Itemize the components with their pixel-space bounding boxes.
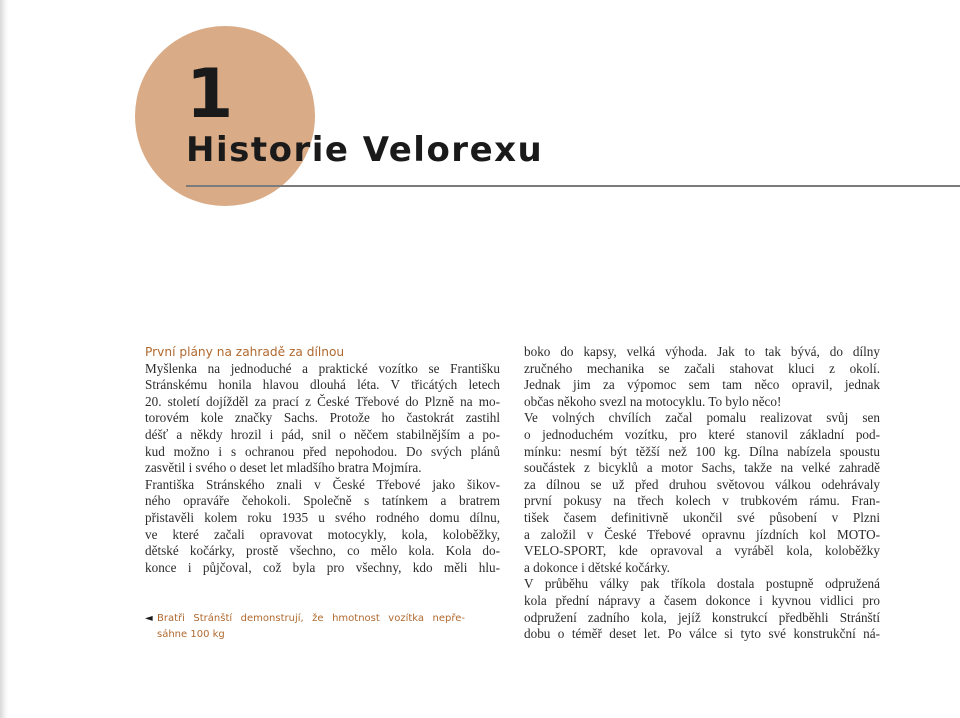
chapter-number: 1 <box>186 55 234 134</box>
body-text-line: ve které začali opravovat motocykly, kola, koloběžky, <box>145 526 500 542</box>
section-heading: První plány na zahradě za dílnou <box>145 345 345 359</box>
body-text-line: součástek z bicyklů a motor Sachs, takže na velké zahradě <box>524 460 880 476</box>
body-text-line: Ve volných chvílích začal pomalu realizovat svůj sen <box>524 410 880 426</box>
body-text-line: Jednak jim za výpomoc sem tam něco opravil, jednak <box>524 377 880 393</box>
body-text-line: dětské kočárky, prostě všechno, co mělo kola. Kola do- <box>145 543 500 559</box>
body-text-line: VELO-SPORT, kde opravoval a vyráběl kola, koloběžky <box>524 543 880 559</box>
body-text-line: Františka Stránského znali v České Třebové jako šikov- <box>145 476 500 492</box>
caption-arrow-icon: ◄ <box>145 613 153 624</box>
body-text-line: torovém kole značky Sachs. Protože ho častokrát zastihl <box>145 410 500 426</box>
right-column-text <box>524 344 880 643</box>
body-text-line: kud možno i s ochranou před nepohodou. Do svých plánů <box>145 443 500 459</box>
body-text-line: tišek časem definitivně ukončil své působení v Plzni <box>524 509 880 525</box>
title-rule <box>186 185 960 187</box>
body-text-line: dobu o téměř deset let. Po válce si tyto své konstrukční ná- <box>524 626 880 642</box>
caption-text <box>145 611 465 642</box>
body-text-line: déšť a někdy hrozil i pád, snil o něčem stabilnějším a po- <box>145 426 500 442</box>
body-text-line: zasvětil i svého o deset let mladšího bratra Mojmíra. <box>145 460 422 476</box>
body-text-line: přistavěli kolem roku 1935 u svého rodného domu dílnu, <box>145 509 500 525</box>
caption-line: Bratři Stránští demonstrují, že hmotnost vozítka nepře- <box>157 613 465 624</box>
body-text-line: odpružení zadního kola, jejíž konstrukcí předběhli Stránští <box>524 609 880 625</box>
body-text-line: první pokusy na třech kolech v trubkovém rámu. Fran- <box>524 493 880 509</box>
body-text-line: konce i půjčoval, což byla pro všechny, kdo měli hlu- <box>145 559 500 575</box>
chapter-title: Historie Velorexu <box>186 130 544 170</box>
body-text-line: mínku: nesmí být těžší než 100 kg. Dílna nabízela spoustu <box>524 443 880 459</box>
body-text-line: 20. století dojížděl za prací z České Třebové do Plzně na mo- <box>145 393 500 409</box>
body-text-line: zručného mechanika se začali stahovat kluci z okolí. <box>524 360 880 376</box>
body-text-line: kola přední nápravy a časem dokonce i kyvnou vidlici pro <box>524 592 880 608</box>
body-text-line: Myšlenka na jednoduché a praktické vozítko se Františku <box>145 360 500 376</box>
body-text-line: o jednoduchém vozítku, pro které stanovil základní pod- <box>524 426 880 442</box>
body-text-line: Stránskému honila hlavou dlouhá léta. V třicátých letech <box>145 377 500 393</box>
caption-line: sáhne 100 kg <box>157 628 225 640</box>
body-text-line: občas někoho svezl na motocyklu. To bylo něco! <box>524 393 782 409</box>
body-text-line: za dílnou se už před druhou světovou válkou odehrávaly <box>524 476 880 492</box>
body-text-line: ného opraváře čehokoli. Společně s tatínkem a bratrem <box>145 493 500 509</box>
body-text-line: V průběhu války pak tříkola dostala postupně odpružená <box>524 576 880 592</box>
body-text-line: a dokonce i dětské kočárky. <box>524 559 670 575</box>
body-text-line: boko do kapsy, velká výhoda. Jak to tak bývá, do dílny <box>524 344 880 359</box>
body-text-line: a založil v České Třebové opravnu jízdních kol MOTO- <box>524 526 880 542</box>
page-edge-shadow <box>0 0 8 718</box>
left-column <box>145 344 500 576</box>
right-column <box>524 344 880 643</box>
left-column-text <box>145 361 500 577</box>
photo-caption <box>145 611 465 642</box>
